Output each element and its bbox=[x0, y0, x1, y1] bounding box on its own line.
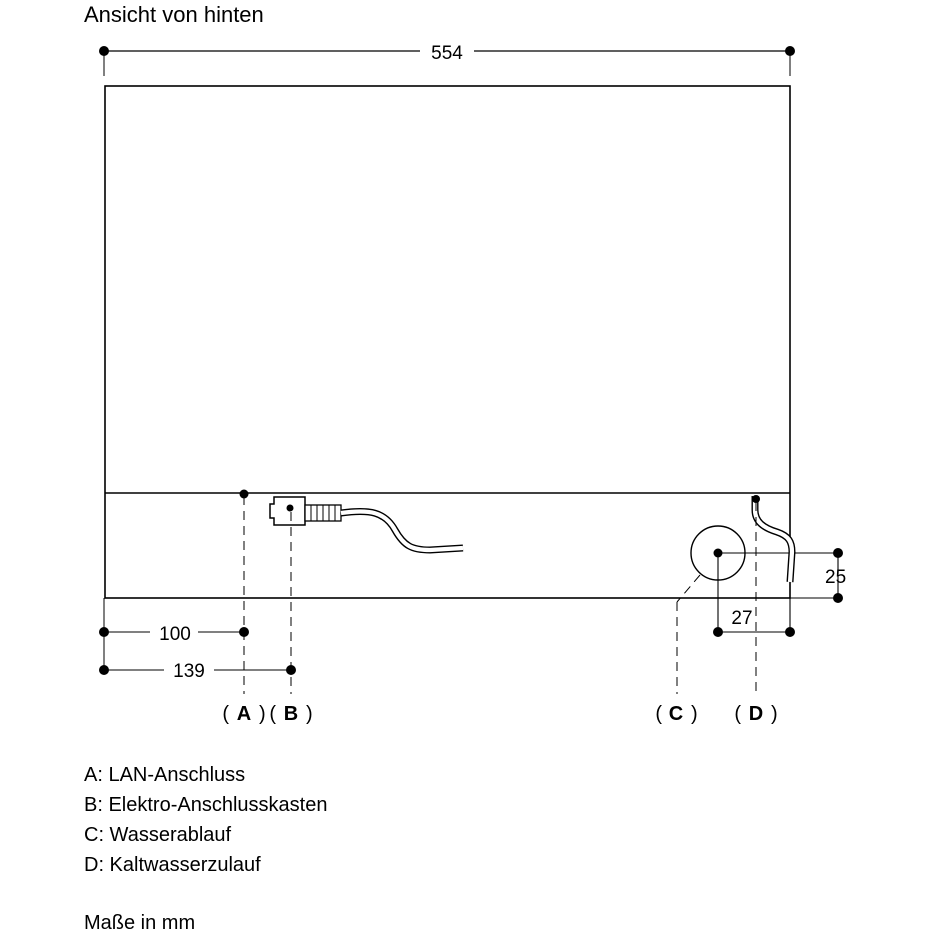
svg-text:): ) bbox=[306, 703, 313, 725]
svg-text:(: ( bbox=[222, 703, 229, 725]
svg-text:(: ( bbox=[269, 703, 276, 725]
dimension-endpoint bbox=[713, 627, 723, 637]
dimension-endpoint bbox=[785, 627, 795, 637]
legend-list bbox=[84, 760, 327, 880]
legend-item-c: C: Wasserablauf bbox=[84, 824, 232, 846]
marker-label-c bbox=[655, 703, 697, 725]
legend-item-b: B: Elektro-Anschlusskasten bbox=[84, 794, 328, 816]
svg-text:(: ( bbox=[655, 703, 662, 725]
dimension-endpoint bbox=[833, 593, 843, 603]
svg-text:A: A bbox=[236, 703, 252, 725]
dimension-drain-height bbox=[790, 548, 846, 603]
svg-text:): ) bbox=[771, 703, 778, 725]
power-cable bbox=[341, 511, 463, 550]
marker-label-d bbox=[734, 703, 777, 725]
electrical-connection-box-icon bbox=[270, 497, 341, 525]
dimension-endpoint bbox=[99, 627, 109, 637]
dimension-label-drain-offset: 27 bbox=[731, 608, 753, 629]
dimension-endpoint bbox=[99, 665, 109, 675]
svg-text:): ) bbox=[691, 703, 698, 725]
svg-text:B: B bbox=[283, 703, 299, 725]
legend-item-a: A: LAN-Anschluss bbox=[84, 764, 246, 786]
marker-label-a bbox=[222, 703, 265, 725]
appliance-outline bbox=[105, 86, 790, 598]
svg-text:D: D bbox=[748, 703, 764, 725]
dimension-endpoint bbox=[833, 548, 843, 558]
dimension-endpoint bbox=[785, 46, 795, 56]
dimension-label-width: 554 bbox=[431, 43, 463, 64]
dimension-power-offset bbox=[99, 657, 296, 682]
legend-item-d: D: Kaltwasserzulauf bbox=[84, 854, 261, 876]
dimension-label-power-offset: 139 bbox=[173, 661, 205, 682]
svg-text:(: ( bbox=[734, 703, 741, 725]
dimension-label-lan-offset: 100 bbox=[159, 624, 191, 645]
svg-text:): ) bbox=[259, 703, 266, 725]
dimension-endpoint bbox=[99, 46, 109, 56]
dimension-label-drain-height: 25 bbox=[825, 567, 847, 588]
page-title: Ansicht von hinten bbox=[84, 2, 264, 27]
unit-note: Maße in mm bbox=[84, 912, 196, 934]
svg-text:C: C bbox=[668, 703, 684, 725]
dimension-width-total bbox=[99, 38, 795, 76]
marker-label-b bbox=[269, 703, 312, 725]
